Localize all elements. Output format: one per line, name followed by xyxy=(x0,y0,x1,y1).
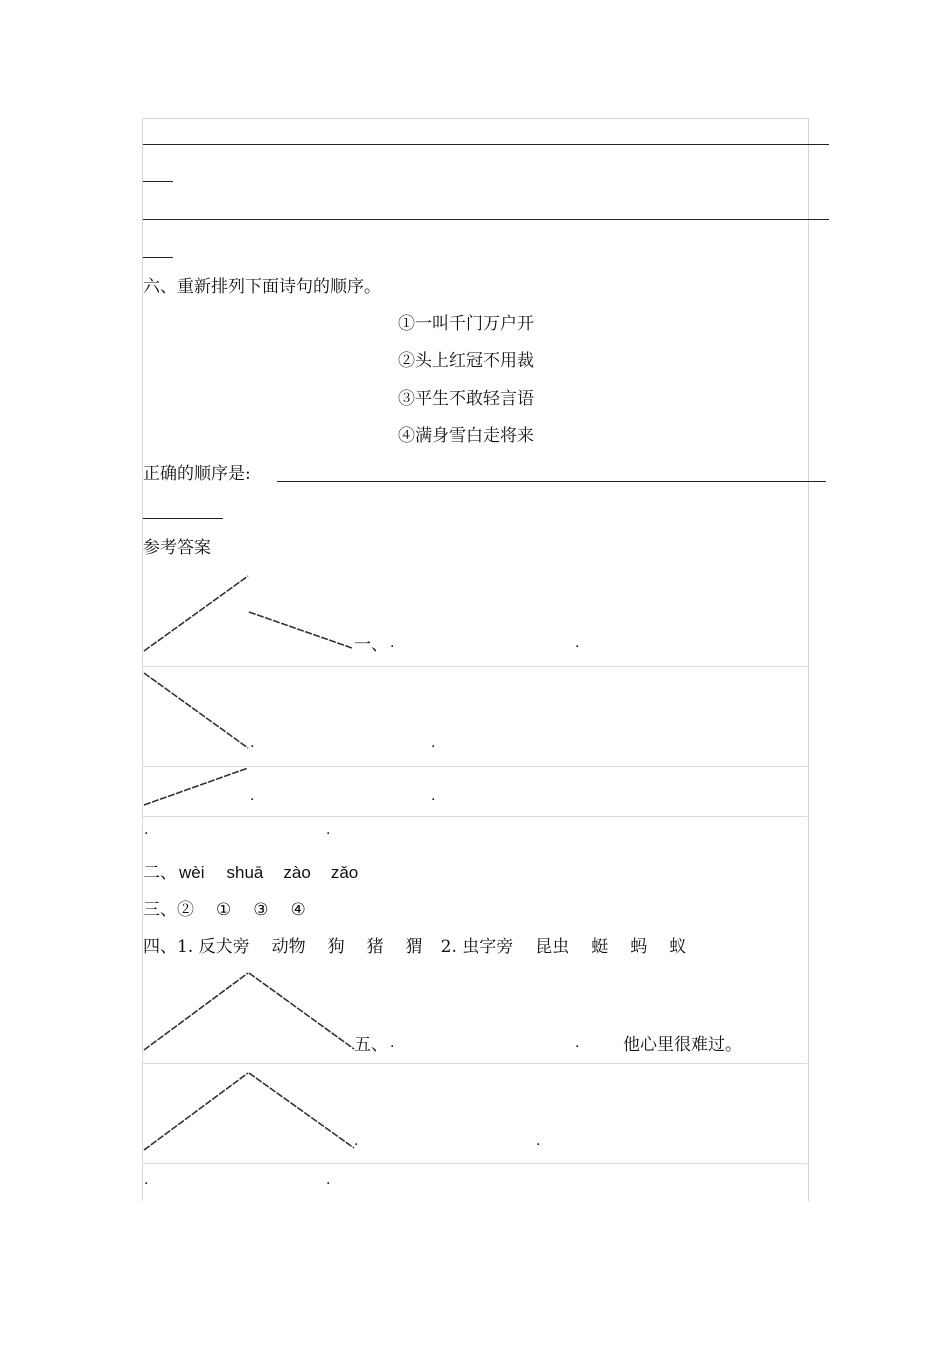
poem-line: ①一叫千门万户开 xyxy=(398,314,534,334)
match-dot: · xyxy=(536,1137,541,1153)
answer-5-label: 五、 xyxy=(354,1035,388,1055)
order-item: ④ xyxy=(290,900,306,920)
row-separator xyxy=(142,1163,807,1164)
answer-3-row xyxy=(143,899,306,921)
answer-4-item: 猬 xyxy=(405,937,423,957)
answer-5-text: 他心里很难过。 xyxy=(623,1035,742,1055)
answer-blank-line xyxy=(143,181,173,182)
match-dot: · xyxy=(390,639,395,655)
answer-4-label: 四、 xyxy=(143,937,177,957)
answers-heading: 参考答案 xyxy=(143,538,211,558)
answer-4-item: 昆虫 xyxy=(535,937,570,957)
pinyin-item: zào xyxy=(283,863,311,882)
answer-4-part-2: 2. 虫字旁 xyxy=(440,937,514,957)
answer-1-label: 一、 xyxy=(354,635,388,655)
order-label: 正确的顺序是: xyxy=(143,464,251,484)
answer-3-label: 三、 xyxy=(143,900,177,920)
answer-4-part-1: 1. 反犬旁 xyxy=(177,937,250,957)
poem-line: ④满身雪白走将来 xyxy=(398,426,534,446)
match-dot: · xyxy=(144,1176,149,1192)
match-dot: · xyxy=(575,1039,580,1055)
answer-4-item: 动物 xyxy=(271,937,306,957)
answer-4-item: 蜓 xyxy=(591,937,609,957)
pinyin-item: shuā xyxy=(226,863,264,882)
answer-2-row xyxy=(143,862,358,884)
poem-line: ②头上红冠不用裁 xyxy=(398,351,534,371)
answer-4-item: 蚂 xyxy=(630,937,648,957)
order-item: ① xyxy=(216,900,232,920)
order-answer-blank xyxy=(143,518,223,519)
match-dot: · xyxy=(250,792,255,808)
section-6-title: 六、重新排列下面诗句的顺序。 xyxy=(143,277,381,297)
answer-4-row xyxy=(143,936,686,958)
answer-blank-line xyxy=(143,257,173,258)
match-dot: · xyxy=(575,639,580,655)
answer-4-item: 狗 xyxy=(327,937,345,957)
row-separator xyxy=(142,1063,807,1064)
answer-blank-line xyxy=(143,144,829,145)
pinyin-item: wèi xyxy=(179,863,205,882)
answer-4-item: 蚁 xyxy=(669,937,687,957)
poem-line: ③平生不敢轻言语 xyxy=(398,389,534,409)
match-dot: · xyxy=(326,826,331,842)
row-separator xyxy=(142,666,807,667)
order-item: ③ xyxy=(253,900,269,920)
match-dot: · xyxy=(250,739,255,755)
answer-4-item: 猪 xyxy=(366,937,384,957)
match-dot: · xyxy=(431,739,436,755)
pinyin-item: zǎo xyxy=(330,863,359,882)
match-dot: · xyxy=(354,1137,359,1153)
match-dot: · xyxy=(431,792,436,808)
match-dot: · xyxy=(326,1176,331,1192)
match-dot: · xyxy=(144,826,149,842)
row-separator xyxy=(142,816,807,817)
row-separator xyxy=(142,766,807,767)
answer-2-label: 二、 xyxy=(143,863,177,883)
match-dot: · xyxy=(390,1039,395,1055)
order-answer-blank xyxy=(277,481,826,482)
order-item: ② xyxy=(177,900,194,920)
answer-blank-line xyxy=(143,219,829,220)
